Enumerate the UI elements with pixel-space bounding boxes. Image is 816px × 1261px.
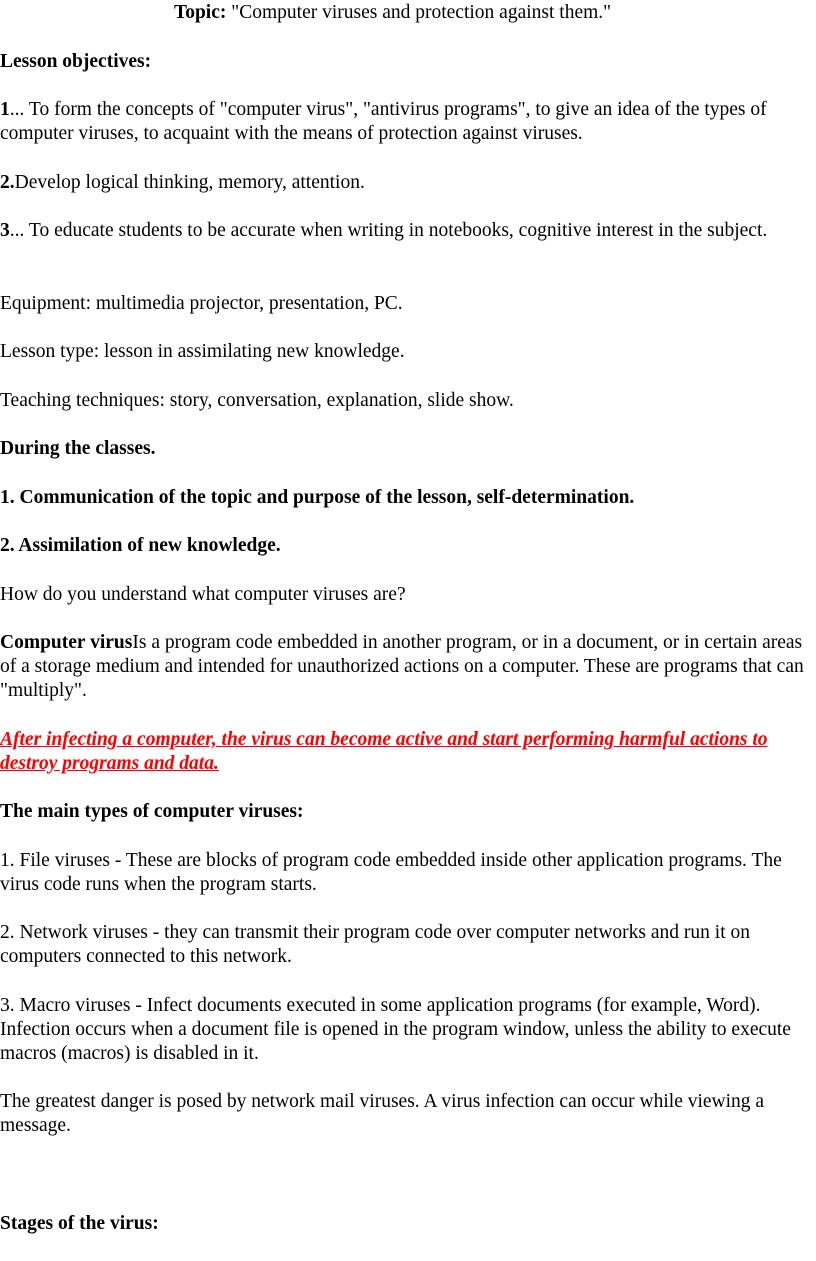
during-heading: During the classes. [0,438,156,459]
warning-paragraph: After infecting a computer, the virus can become active and start performing harmful actions to destroy programs and data. [0,729,768,774]
definition-paragraph [0,631,816,703]
objectives-heading: Lesson objectives: [0,51,152,72]
topic-label: Topic: [174,2,227,23]
objective-1-num: 1 [0,99,10,120]
objective-2 [0,171,816,195]
objective-3-num: 3 [0,220,10,241]
definition-text: Is a program code embedded in another program, or in a document, or in certain areas of a storage medium and intended for unauthorized actions on a computer. These are programs that can "multiply". [0,632,804,701]
section-1-heading: 1. Communication of the topic and purpose of the lesson, self-determination. [0,487,635,508]
type-item-network: 2. Network viruses - they can transmit their program code over computer networks and run it on computers connected to this network. [0,922,750,967]
section-2-heading: 2. Assimilation of new knowledge. [0,535,281,556]
topic-text: "Computer viruses and protection against them." [226,2,612,23]
danger-paragraph: The greatest danger is posed by network mail viruses. A virus infection can occur while viewing a message. [0,1091,765,1136]
objective-1 [0,98,816,146]
definition-term: Computer virus [0,632,133,653]
equipment-line: Equipment: multimedia projector, presentation, PC. [0,293,403,314]
objective-2-text: Develop logical thinking, memory, attention. [14,172,365,193]
objective-1-text: ... To form the concepts of "computer virus", "antivirus programs", to give an idea of the types of computer viruses, to acquaint with the means of protection against viruses. [0,99,767,144]
lesson-type-line: Lesson type: lesson in assimilating new knowledge. [0,341,405,362]
types-heading: The main types of computer viruses: [0,801,304,822]
objective-3-text: ... To educate students to be accurate when writing in notebooks, cognitive interest in the subject. [9,220,768,241]
type-item-file: 1. File viruses - These are blocks of program code embedded inside other application programs. The virus code runs when the program starts. [0,850,782,895]
stages-heading: Stages of the virus: [0,1213,159,1234]
topic-line [174,1,611,25]
objective-3 [0,219,816,243]
question-line: How do you understand what computer viruses are? [0,584,406,605]
type-item-macro: 3. Macro viruses - Infect documents executed in some application programs (for example, Word). Infection occurs when a document file is opened in the program window, unless the ability to execute macros (macros) is disabled in it. [0,995,791,1064]
objective-2-num: 2. [0,172,15,193]
techniques-line: Teaching techniques: story, conversation, explanation, slide show. [0,390,514,411]
